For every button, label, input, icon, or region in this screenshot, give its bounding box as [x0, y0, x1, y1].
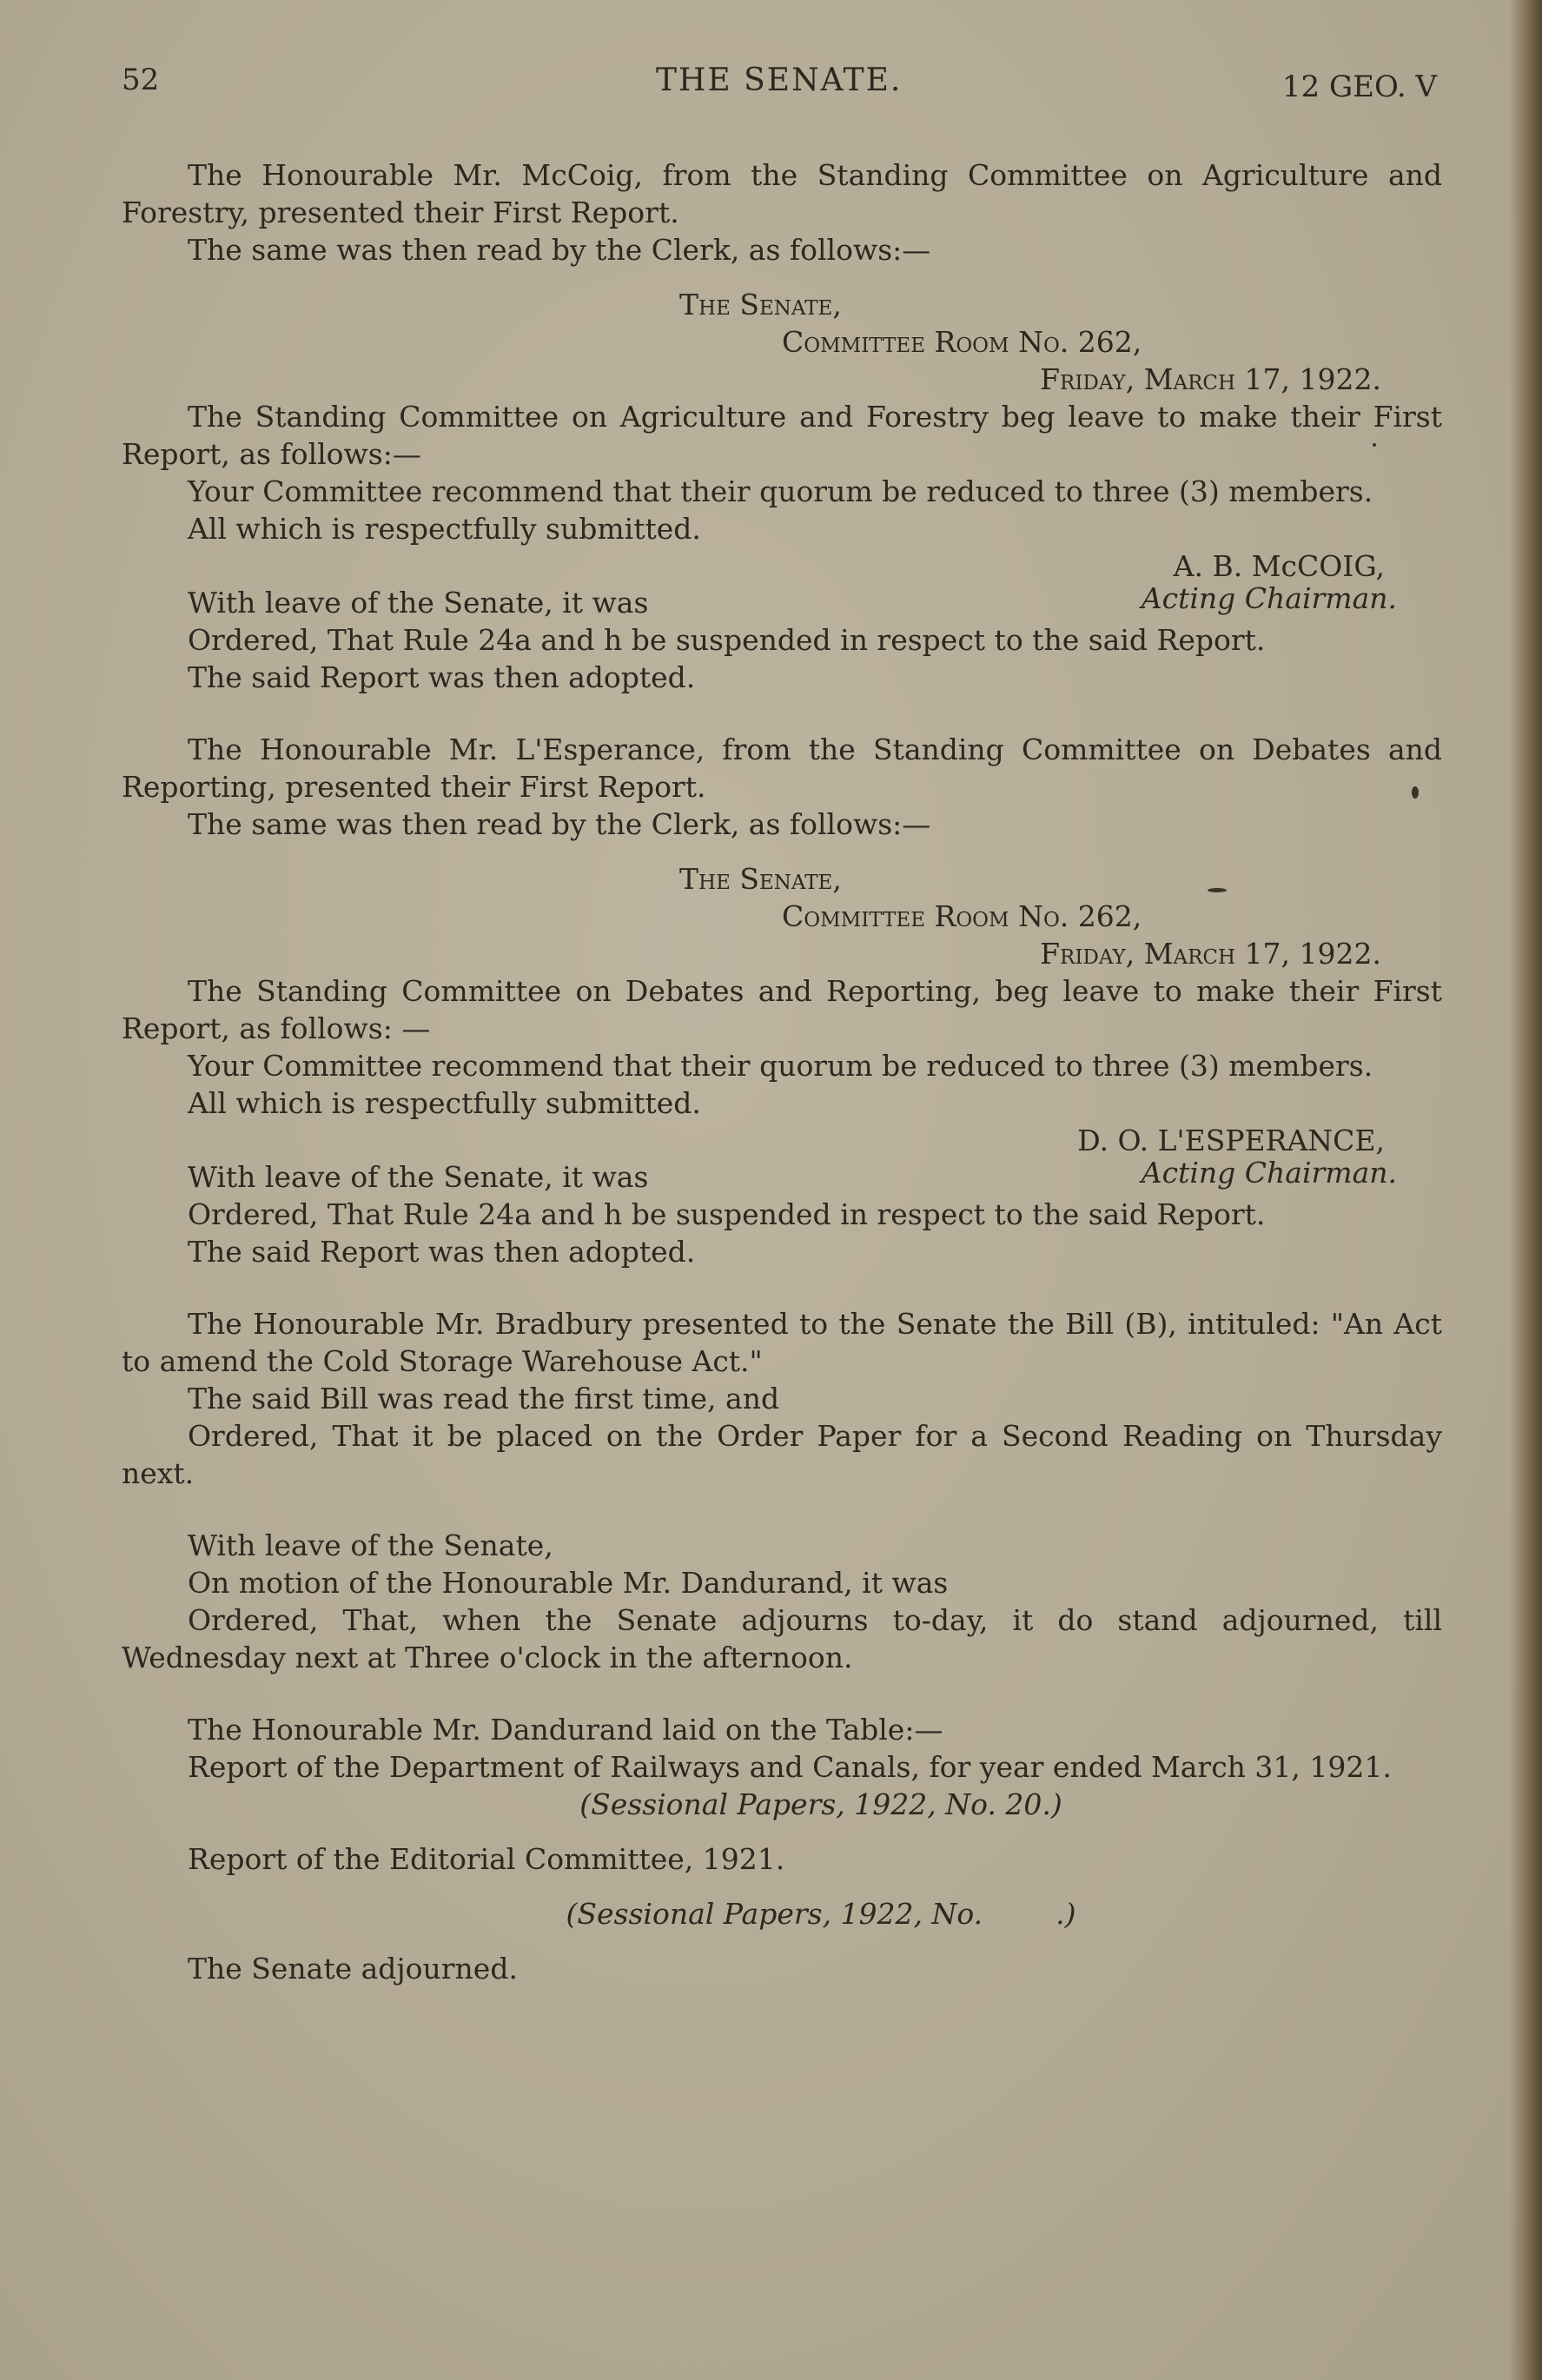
mccoig-report-body: The Standing Committee on Agriculture and Forestry beg leave to make their First Report, as follows:—: [122, 400, 1442, 471]
mccoig-intro: The Honourable Mr. McCoig, from the Standing Committee on Agriculture and Forestry, presented their First Report.: [122, 158, 1442, 229]
letterhead-senate: The Senate,: [679, 288, 842, 322]
dandurand-motion: On motion of the Honourable Mr. Dandurand, it was: [188, 1566, 949, 1600]
bradbury-bill-intro: The Honourable Mr. Bradbury presented to the Senate the Bill (B), intituled: "An Act to amend the Cold Storage Warehouse Act.": [122, 1307, 1442, 1378]
ink-speck: [1373, 443, 1376, 447]
lesperance-recommend: Your Committee recommend that their quorum be reduced to three (3) members.: [188, 1049, 1373, 1083]
leave-line: With leave of the Senate, it was: [188, 586, 649, 620]
leave-line: With leave of the Senate,: [188, 1528, 553, 1562]
mccoig-recommend: Your Committee recommend that their quorum be reduced to three (3) members.: [188, 474, 1373, 508]
sessional-paper-ref: (Sessional Papers, 1922, No. 20.): [579, 1787, 1062, 1821]
sessional-paper-ref: (Sessional Papers, 1922, No. .): [566, 1897, 1076, 1931]
railways-report: Report of the Department of Railways and Canals, for year ended March 31, 1921.: [188, 1750, 1392, 1784]
page-body: [122, 156, 1442, 1987]
dandurand-tabled: The Honourable Mr. Dandurand laid on the Table:—: [188, 1713, 943, 1747]
running-header: [122, 63, 1442, 115]
letterhead-room: Committee Room No. 262,: [782, 899, 1142, 933]
editorial-report: Report of the Editorial Committee, 1921.: [188, 1842, 785, 1876]
letterhead-date: Friday, March 17, 1922.: [1040, 937, 1381, 971]
senate-adjourned: The Senate adjourned.: [188, 1952, 518, 1986]
mccoig-read: The same was then read by the Clerk, as follows:—: [188, 233, 931, 267]
signature-title: Acting Chairman.: [1141, 581, 1397, 615]
letterhead-date: Friday, March 17, 1922.: [1040, 362, 1381, 396]
signature-title: Acting Chairman.: [1141, 1156, 1397, 1190]
letterhead-senate: The Senate,: [679, 862, 842, 896]
ink-speck: [1412, 786, 1419, 799]
ink-speck: [1208, 888, 1227, 892]
bill-first-reading: The said Bill was read the first time, and: [188, 1382, 780, 1415]
signature-lesperance: D. O. L'ESPERANCE,: [1077, 1124, 1385, 1157]
page-number: 52: [122, 63, 160, 97]
adjournment-order: Ordered, That, when the Senate adjourns to-day, it do stand adjourned, till Wednesday next at Three o'clock in the afternoon.: [122, 1603, 1442, 1674]
mccoig-submitted: All which is respectfully submitted.: [188, 512, 701, 546]
lesperance-report-body: The Standing Committee on Debates and Reporting, beg leave to make their First Report, as follows: —: [122, 974, 1442, 1045]
page-title: THE SENATE.: [656, 63, 903, 98]
lesperance-submitted: All which is respectfully submitted.: [188, 1086, 701, 1120]
ordered-line: Ordered, That Rule 24a and h be suspended in respect to the said Report.: [188, 1197, 1266, 1231]
leave-line: With leave of the Senate, it was: [188, 1160, 649, 1194]
letterhead-room: Committee Room No. 262,: [782, 325, 1142, 359]
signature-mccoig: A. B. McCOIG,: [1173, 549, 1385, 583]
session-label: 12 GEO. V: [1281, 70, 1437, 104]
lesperance-read: The same was then read by the Clerk, as follows:—: [188, 807, 931, 841]
bill-ordered: Ordered, That it be placed on the Order Paper for a Second Reading on Thursday next.: [122, 1419, 1442, 1490]
adopted-line: The said Report was then adopted.: [188, 1235, 696, 1269]
lesperance-intro: The Honourable Mr. L'Esperance, from the Standing Committee on Debates and Reporting, presented their First Report.: [122, 733, 1442, 804]
page-edge-shadow: [1509, 0, 1542, 2380]
ordered-line: Ordered, That Rule 24a and h be suspended in respect to the said Report.: [188, 623, 1266, 657]
adopted-line: The said Report was then adopted.: [188, 660, 696, 694]
